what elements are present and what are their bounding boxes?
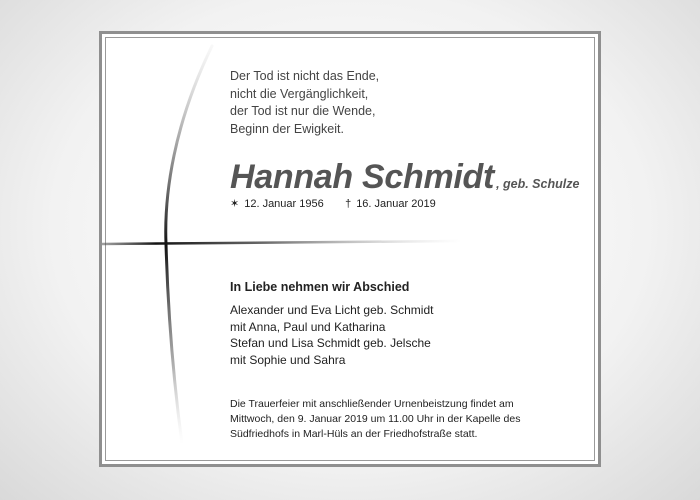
obituary-card bbox=[99, 31, 601, 467]
farewell-heading: In Liebe nehmen wir Abschied bbox=[230, 280, 410, 294]
birth-star-icon: ✶ bbox=[230, 198, 240, 210]
notice-line: Mittwoch, den 9. Januar 2019 um 11.00 Uhr in der Kapelle des bbox=[230, 413, 521, 425]
cross-horizontal-stroke bbox=[102, 241, 462, 244]
life-dates bbox=[230, 197, 436, 210]
death-date: 16. Januar 2019 bbox=[356, 198, 436, 210]
birth-date-group bbox=[230, 197, 342, 210]
poem bbox=[230, 68, 379, 138]
poem-line: nicht die Vergänglichkeit, bbox=[230, 86, 369, 101]
mourner-line: Alexander und Eva Licht geb. Schmidt bbox=[230, 303, 434, 317]
poem-line: Der Tod ist nicht das Ende, bbox=[230, 69, 380, 83]
poem-line: Beginn der Ewigkeit. bbox=[230, 121, 344, 136]
funeral-notice bbox=[230, 397, 575, 442]
birth-date: 12. Januar 1956 bbox=[244, 198, 324, 210]
mourner-line: mit Sophie und Sahra bbox=[230, 352, 346, 367]
deceased-name-line bbox=[230, 158, 579, 197]
deceased-name: Hannah Schmidt bbox=[230, 158, 495, 196]
notice-line: Südfriedhofs in Marl-Hüls an der Friedhofstraße statt. bbox=[230, 428, 478, 440]
poem-line: der Tod ist nur die Wende, bbox=[230, 104, 376, 118]
mourner-line: mit Anna, Paul und Katharina bbox=[230, 319, 386, 334]
death-date-group bbox=[345, 198, 436, 210]
mourner-line: Stefan und Lisa Schmidt geb. Jelsche bbox=[230, 336, 431, 350]
mourners-list bbox=[230, 302, 433, 368]
death-cross-icon: † bbox=[345, 198, 352, 210]
maiden-name: , geb. Schulze bbox=[496, 177, 580, 191]
notice-line: Die Trauerfeier mit anschließender Urnenbeistzung findet am bbox=[230, 398, 514, 410]
cross-vertical-stroke bbox=[166, 46, 212, 444]
